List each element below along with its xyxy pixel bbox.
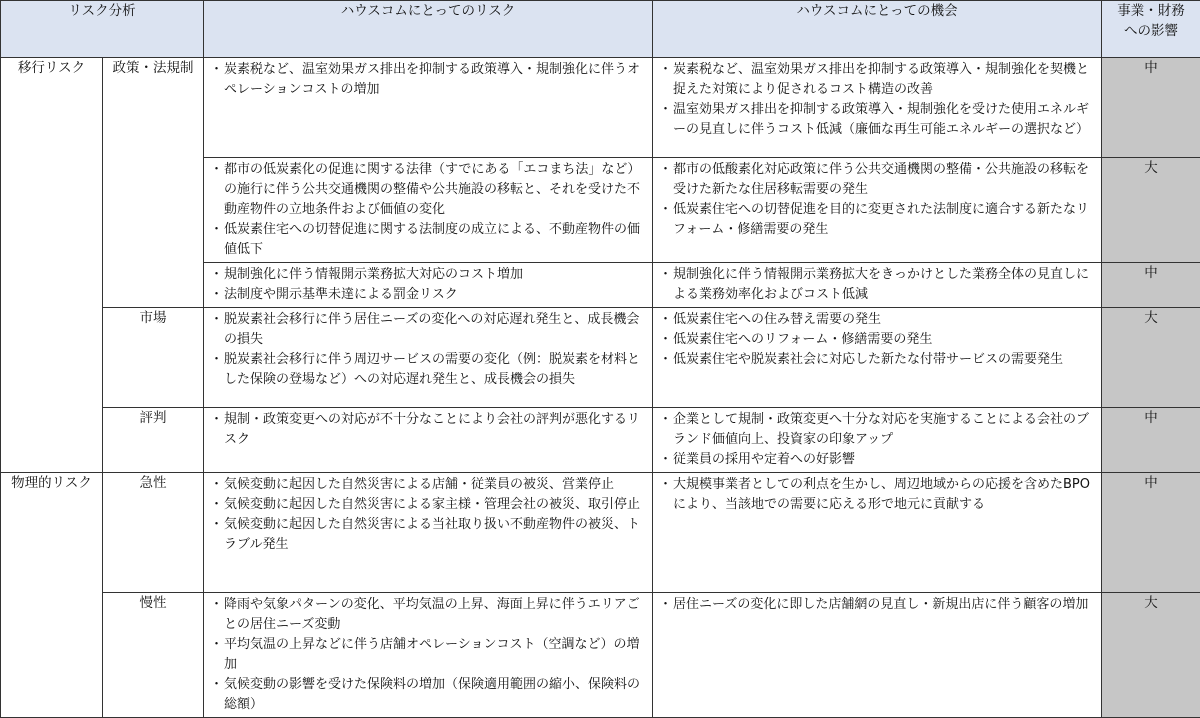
group-physical-risk: 物理的リスク [1,473,103,718]
list-item: ・ 脱炭素社会移行に伴う周辺サービスの需要の変化（例：脱炭素を材料とした保険の登場など）への対応遅れ発生と、成長機会の損失 [210,350,648,390]
opportunity-cell [653,308,1102,408]
list-item: ・ 都市の低炭素化の促進に関する法律（すでにある「エコまち法」など）の施行に伴う公共交通機関の整備や公共施設の移転と、それを受けた不動産物件の立地条件および価値の変化 [210,160,648,220]
subgroup-market: 市場 [103,308,204,408]
impact-cell: 中 [1102,473,1200,593]
table-row [1,308,1200,408]
risk-cell [204,408,653,473]
group-transition-risk: 移行リスク [1,58,103,473]
table-row [1,473,1200,593]
list-item: ・ 脱炭素社会移行に伴う居住ニーズの変化への対応遅れ発生と、成長機会の損失 [210,310,648,350]
subgroup-policy-regulation: 政策・法規制 [103,58,204,308]
risk-cell [204,58,653,158]
list-item: ・ 大規模事業者としての利点を生かし、周辺地域からの応援を含めたBPOにより、当該地での需要に応える形で地元に貢献する [659,475,1097,515]
opportunity-cell [653,408,1102,473]
list-item: ・ 企業として規制・政策変更へ十分な対応を実施することによる会社のブランド価値向上、投資家の印象アップ [659,410,1097,450]
impact-cell: 大 [1102,158,1200,263]
impact-cell: 大 [1102,308,1200,408]
impact-cell: 中 [1102,408,1200,473]
header-impact-line1: 事業・財務 [1102,1,1200,21]
list-item: ・ 低炭素住宅への住み替え需要の発生 [659,310,1097,330]
opportunity-cell [653,58,1102,158]
list-item: ・ 低炭素住宅や脱炭素社会に対応した新たな付帯サービスの需要発生 [659,350,1097,370]
subgroup-reputation: 評判 [103,408,204,473]
list-item: ・ 炭素税など、温室効果ガス排出を抑制する政策導入・規制強化に伴うオペレーションコストの増加 [210,60,648,100]
list-item: ・ 気候変動に起因した自然災害による家主様・管理会社の被災、取引停止 [210,495,648,515]
table-row [1,593,1200,718]
risk-cell [204,473,653,593]
header-risk: ハウスコムにとってのリスク [204,1,653,58]
impact-cell: 中 [1102,263,1200,308]
list-item: ・ 低炭素住宅への切替促進に関する法制度の成立による、不動産物件の価値低下 [210,220,648,260]
list-item: ・ 気候変動に起因した自然災害による店舗・従業員の被災、営業停止 [210,475,648,495]
list-item: ・ 都市の低酸素化対応政策に伴う公共交通機関の整備・公共施設の移転を受けた新たな住居移転需要の発生 [659,160,1097,200]
subgroup-acute: 急性 [103,473,204,593]
header-risk-analysis: リスク分析 [1,1,204,58]
header-opportunity: ハウスコムにとっての機会 [653,1,1102,58]
list-item: ・ 降雨や気象パターンの変化、平均気温の上昇、海面上昇に伴うエリアごとの居住ニーズ変動 [210,595,648,635]
opportunity-cell [653,158,1102,263]
risk-cell [204,263,653,308]
list-item: ・ 気候変動に起因した自然災害による当社取り扱い不動産物件の被災、トラブル発生 [210,515,648,555]
impact-cell: 中 [1102,58,1200,158]
list-item: ・ 居住ニーズの変化に即した店舗網の見直し・新規出店に伴う顧客の増加 [659,595,1097,615]
list-item: ・ 規制・政策変更への対応が不十分なことにより会社の評判が悪化するリスク [210,410,648,450]
table-row [1,58,1200,158]
risk-cell [204,308,653,408]
header-row [1,1,1200,58]
list-item: ・ 気候変動の影響を受けた保険料の増加（保険適用範囲の縮小、保険料の総額） [210,675,648,715]
header-impact [1102,1,1200,58]
list-item: ・ 法制度や開示基準未達による罰金リスク [210,285,648,305]
list-item: ・ 規制強化に伴う情報開示業務拡大をきっかけとした業務全体の見直しによる業務効率化およびコスト低減 [659,265,1097,305]
opportunity-cell [653,263,1102,308]
opportunity-cell [653,473,1102,593]
list-item: ・ 炭素税など、温室効果ガス排出を抑制する政策導入・規制強化を契機と捉えた対策により促されるコスト構造の改善 [659,60,1097,100]
list-item: ・ 平均気温の上昇などに伴う店舗オペレーションコスト（空調など）の増加 [210,635,648,675]
list-item: ・ 温室効果ガス排出を抑制する政策導入・規制強化を受けた使用エネルギーの見直しに伴うコスト低減（廉価な再生可能エネルギーの選択など） [659,100,1097,140]
opportunity-cell [653,593,1102,718]
table-row [1,408,1200,473]
risk-cell [204,593,653,718]
list-item: ・ 低炭素住宅への切替促進を目的に変更された法制度に適合する新たなリフォーム・修繕需要の発生 [659,200,1097,240]
list-item: ・ 低炭素住宅へのリフォーム・修繕需要の発生 [659,330,1097,350]
list-item: ・ 規制強化に伴う情報開示業務拡大対応のコスト増加 [210,265,648,285]
list-item: ・ 従業員の採用や定着への好影響 [659,450,1097,470]
header-impact-line2: への影響 [1102,21,1200,41]
risk-cell [204,158,653,263]
impact-cell: 大 [1102,593,1200,718]
subgroup-chronic: 慢性 [103,593,204,718]
